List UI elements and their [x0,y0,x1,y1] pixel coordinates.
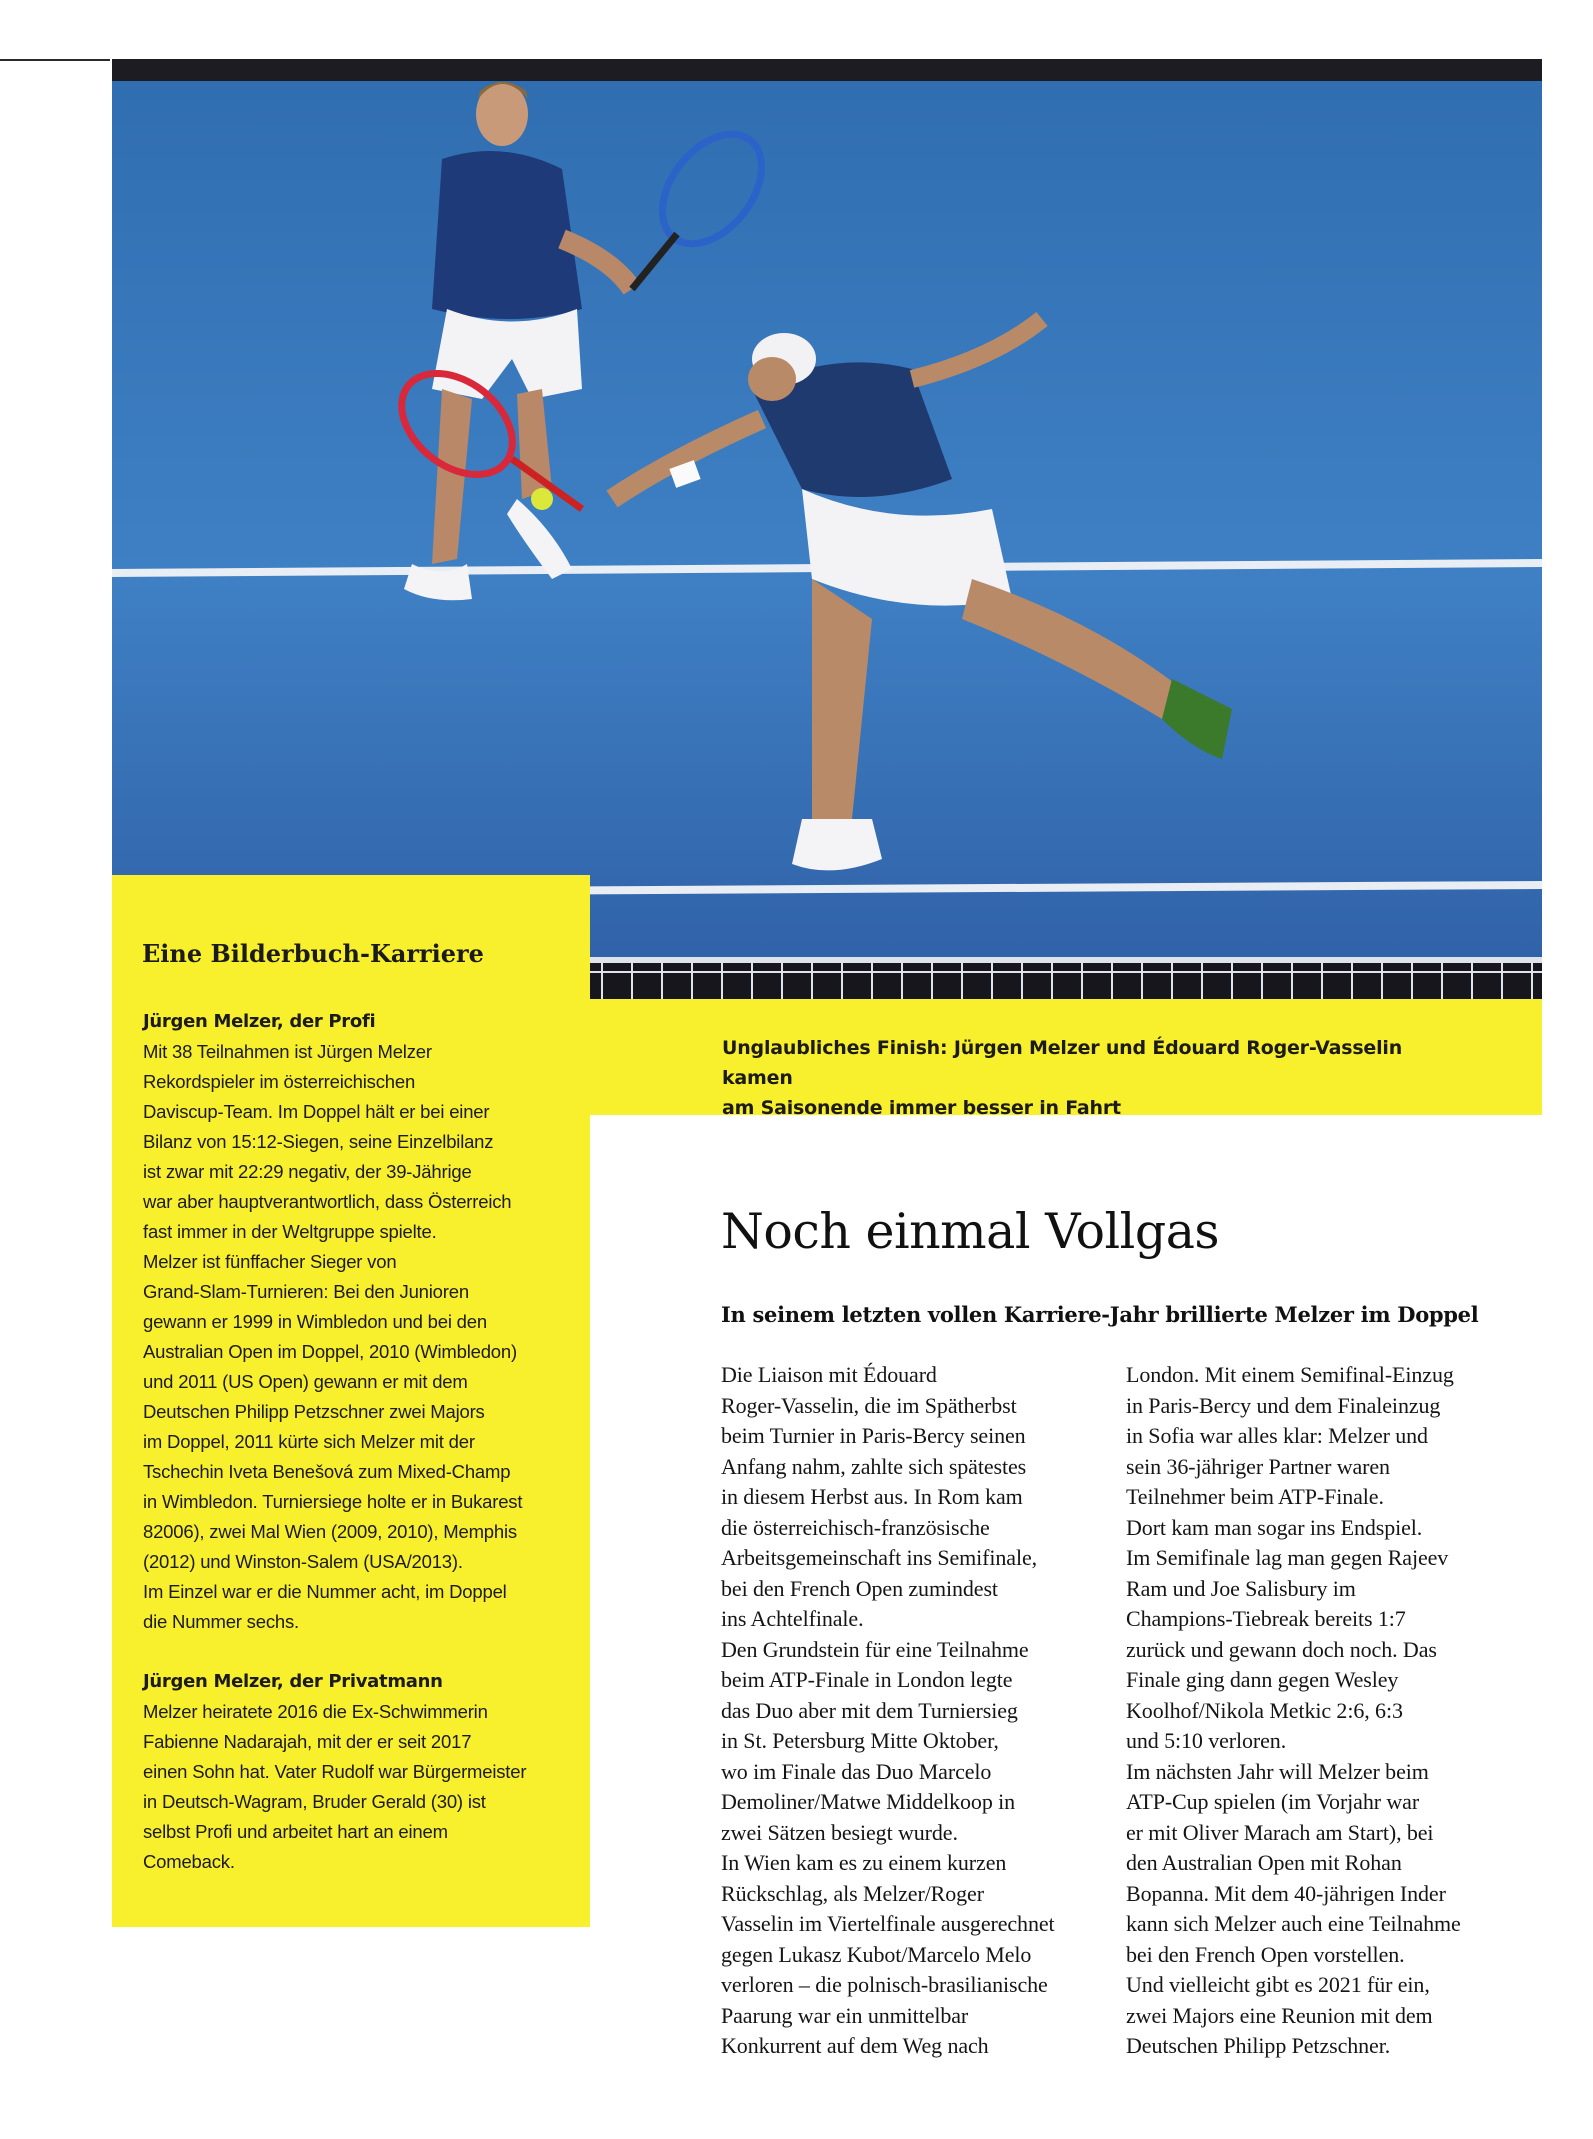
infobox-text-line: Comeback. [143,1851,235,1872]
infobox-text-line: und 2011 (US Open) gewann er mit dem [143,1371,468,1392]
infobox-text-line: 82006), zwei Mal Wien (2009, 2010), Memphis [143,1521,517,1542]
infobox-title: Eine Bilderbuch-Karriere [142,939,484,968]
article-text-line: Paarung war ein unmittelbar [721,2002,969,2028]
tennis-photo [112,59,1542,999]
photo-caption-band [590,999,1542,1119]
tennis-photo-illustration [112,59,1542,999]
infobox-text-line: Grand-Slam-Turnieren: Bei den Junioren [143,1281,469,1302]
infobox-text-line: gewann er 1999 in Wimbledon und bei den [143,1311,487,1332]
article-text-line: Die Liaison mit Édouard [721,1362,937,1387]
article-text-line: zurück und gewann doch noch. Das [1126,1636,1437,1662]
article-text-line: bei den French Open vorstellen. [1126,1941,1405,1967]
photo-caption [722,1033,1422,1123]
article-text-line: Teilnehmer beim ATP-Finale. [1126,1484,1384,1509]
article-text-line: in Paris-Bercy und dem Finaleinzug [1126,1392,1441,1418]
article-text-line: In Wien kam es zu einem kurzen [721,1850,1007,1875]
article-text-line: beim Turnier in Paris-Bercy seinen [721,1423,1026,1448]
article-text-line: Ram und Joe Salisbury im [1126,1575,1356,1601]
infobox-text-line: Mit 38 Teilnahmen ist Jürgen Melzer [143,1041,432,1062]
infobox-text-line: Daviscup-Team. Im Doppel hält er bei einer [143,1101,490,1122]
article-text-line: Und vielleicht gibt es 2021 für ein, [1126,1972,1430,1997]
article-text-line: kann sich Melzer auch eine Teilnahme [1126,1911,1461,1936]
infobox-text-line: Fabienne Nadarajah, mit der er seit 2017 [143,1731,472,1752]
article-text-line: er mit Oliver Marach am Start), bei [1126,1819,1434,1845]
article-text-line: Roger-Vasselin, die im Spätherbst [721,1392,1017,1418]
photo-caption-line: Unglaubliches Finish: Jürgen Melzer und Édouard Roger-Vasselin kamen [722,1037,1403,1089]
article-text-line: Demoliner/Matwe Middelkoop in [721,1789,1016,1814]
article-column-2 [1126,1360,1506,2062]
infobox-body [143,1007,573,1877]
article-text-line: bei den French Open zumindest [721,1575,998,1601]
photo-caption-line: am Saisonende immer besser in Fahrt [722,1097,1121,1119]
infobox-text-line: ist zwar mit 22:29 negativ, der 39-Jährige [143,1161,472,1182]
infobox-heading-profi: Jürgen Melzer, der Profi [143,1011,376,1032]
article-text-line: Champions-Tiebreak bereits 1:7 [1126,1606,1406,1631]
infobox-text-line: Deutschen Philipp Petzschner zwei Majors [143,1401,485,1422]
article-text-line: Im Semifinale lag man gegen Rajeev [1126,1545,1449,1570]
infobox-text-line: im Doppel, 2011 kürte sich Melzer mit der [143,1431,475,1452]
infobox-section-profi [143,1037,573,1637]
infobox-text-line: Australian Open im Doppel, 2010 (Wimbledon) [143,1341,517,1362]
article-text-line: die österreichisch-französische [721,1514,990,1540]
infobox-text-line: Tschechin Iveta Benešová zum Mixed-Champ [143,1461,511,1482]
article-text-line: zwei Majors eine Reunion mit dem [1126,2002,1433,2028]
article-text-line: Bopanna. Mit dem 40-jährigen Inder [1126,1880,1446,1906]
article-text-line: Vasselin im Viertelfinale ausgerechnet [721,1911,1055,1936]
infobox-text-line: Melzer heiratete 2016 die Ex-Schwimmerin [143,1701,488,1722]
article-text-line: in diesem Herbst aus. In Rom kam [721,1484,1023,1509]
article-text-line: ins Achtelfinale. [721,1606,864,1631]
article-text-line: in St. Petersburg Mitte Oktober, [721,1728,999,1753]
infobox-spacer [143,1637,573,1667]
career-infobox [112,875,590,1927]
top-rule [0,59,110,61]
article-column-1 [721,1360,1101,2062]
article-text-line: und 5:10 verloren. [1126,1728,1287,1753]
infobox-text-line: (2012) und Winston-Salem (USA/2013). [143,1551,463,1572]
infobox-text-line: Rekordspieler im österreichischen [143,1071,416,1092]
article-text-line: gegen Lukasz Kubot/Marcelo Melo [721,1941,1032,1967]
article-text-line: Finale ging dann gegen Wesley [1126,1667,1399,1692]
article-text-line: den Australian Open mit Rohan [1126,1850,1402,1875]
infobox-text-line: fast immer in der Weltgruppe spielte. [143,1221,437,1242]
article-headline: Noch einmal Vollgas [721,1203,1220,1260]
article-text-line: Koolhof/Nikola Metkic 2:6, 6:3 [1126,1697,1403,1723]
infobox-text-line: Melzer ist fünffacher Sieger von [143,1251,397,1272]
article-text-line: Im nächsten Jahr will Melzer beim [1126,1758,1429,1784]
infobox-text-line: Im Einzel war er die Nummer acht, im Doppel [143,1581,507,1602]
infobox-heading-privatmann: Jürgen Melzer, der Privatmann [143,1671,443,1692]
article-text-line: verloren – die polnisch-brasilianische [721,1972,1048,1997]
infobox-text-line: die Nummer sechs. [143,1611,299,1632]
article-text-line: wo im Finale das Duo Marcelo [721,1758,992,1784]
article-text-line: in Sofia war alles klar: Melzer und [1126,1423,1428,1448]
article-text-line: Arbeitsgemeinschaft ins Semifinale, [721,1545,1038,1570]
article-lede: In seinem letzten vollen Karriere-Jahr brillierte Melzer im Doppel [721,1302,1479,1327]
article-text-line: Anfang nahm, zahlte sich spätestes [721,1453,1027,1479]
infobox-text-line: in Deutsch-Wagram, Bruder Gerald (30) ist [143,1791,486,1812]
infobox-text-line: Bilanz von 15:12-Siegen, seine Einzelbilanz [143,1131,494,1152]
infobox-section-privatmann [143,1697,573,1877]
article-text-line: ATP-Cup spielen (im Vorjahr war [1126,1789,1420,1814]
infobox-text-line: in Wimbledon. Turniersiege holte er in Bukarest [143,1491,523,1512]
article-text-line: London. Mit einem Semifinal-Einzug [1126,1362,1454,1387]
article-text-line: Dort kam man sogar ins Endspiel. [1126,1514,1423,1540]
article-text-line: Deutschen Philipp Petzschner. [1126,2033,1391,2058]
article-text-line: das Duo aber mit dem Turniersieg [721,1697,1018,1723]
article-text-line: beim ATP-Finale in London legte [721,1667,1013,1692]
article-text-line: Den Grundstein für eine Teilnahme [721,1636,1029,1662]
article-text-line: Rückschlag, als Melzer/Roger [721,1880,984,1906]
article-text-line: sein 36-jähriger Partner waren [1126,1453,1390,1479]
infobox-text-line: einen Sohn hat. Vater Rudolf war Bürgermeister [143,1761,527,1782]
article-text-line: zwei Sätzen besiegt wurde. [721,1819,958,1845]
infobox-text-line: selbst Profi und arbeitet hart an einem [143,1821,448,1842]
infobox-text-line: war aber hauptverantwortlich, dass Österreich [143,1191,512,1212]
article-text-line: Konkurrent auf dem Weg nach [721,2033,989,2058]
